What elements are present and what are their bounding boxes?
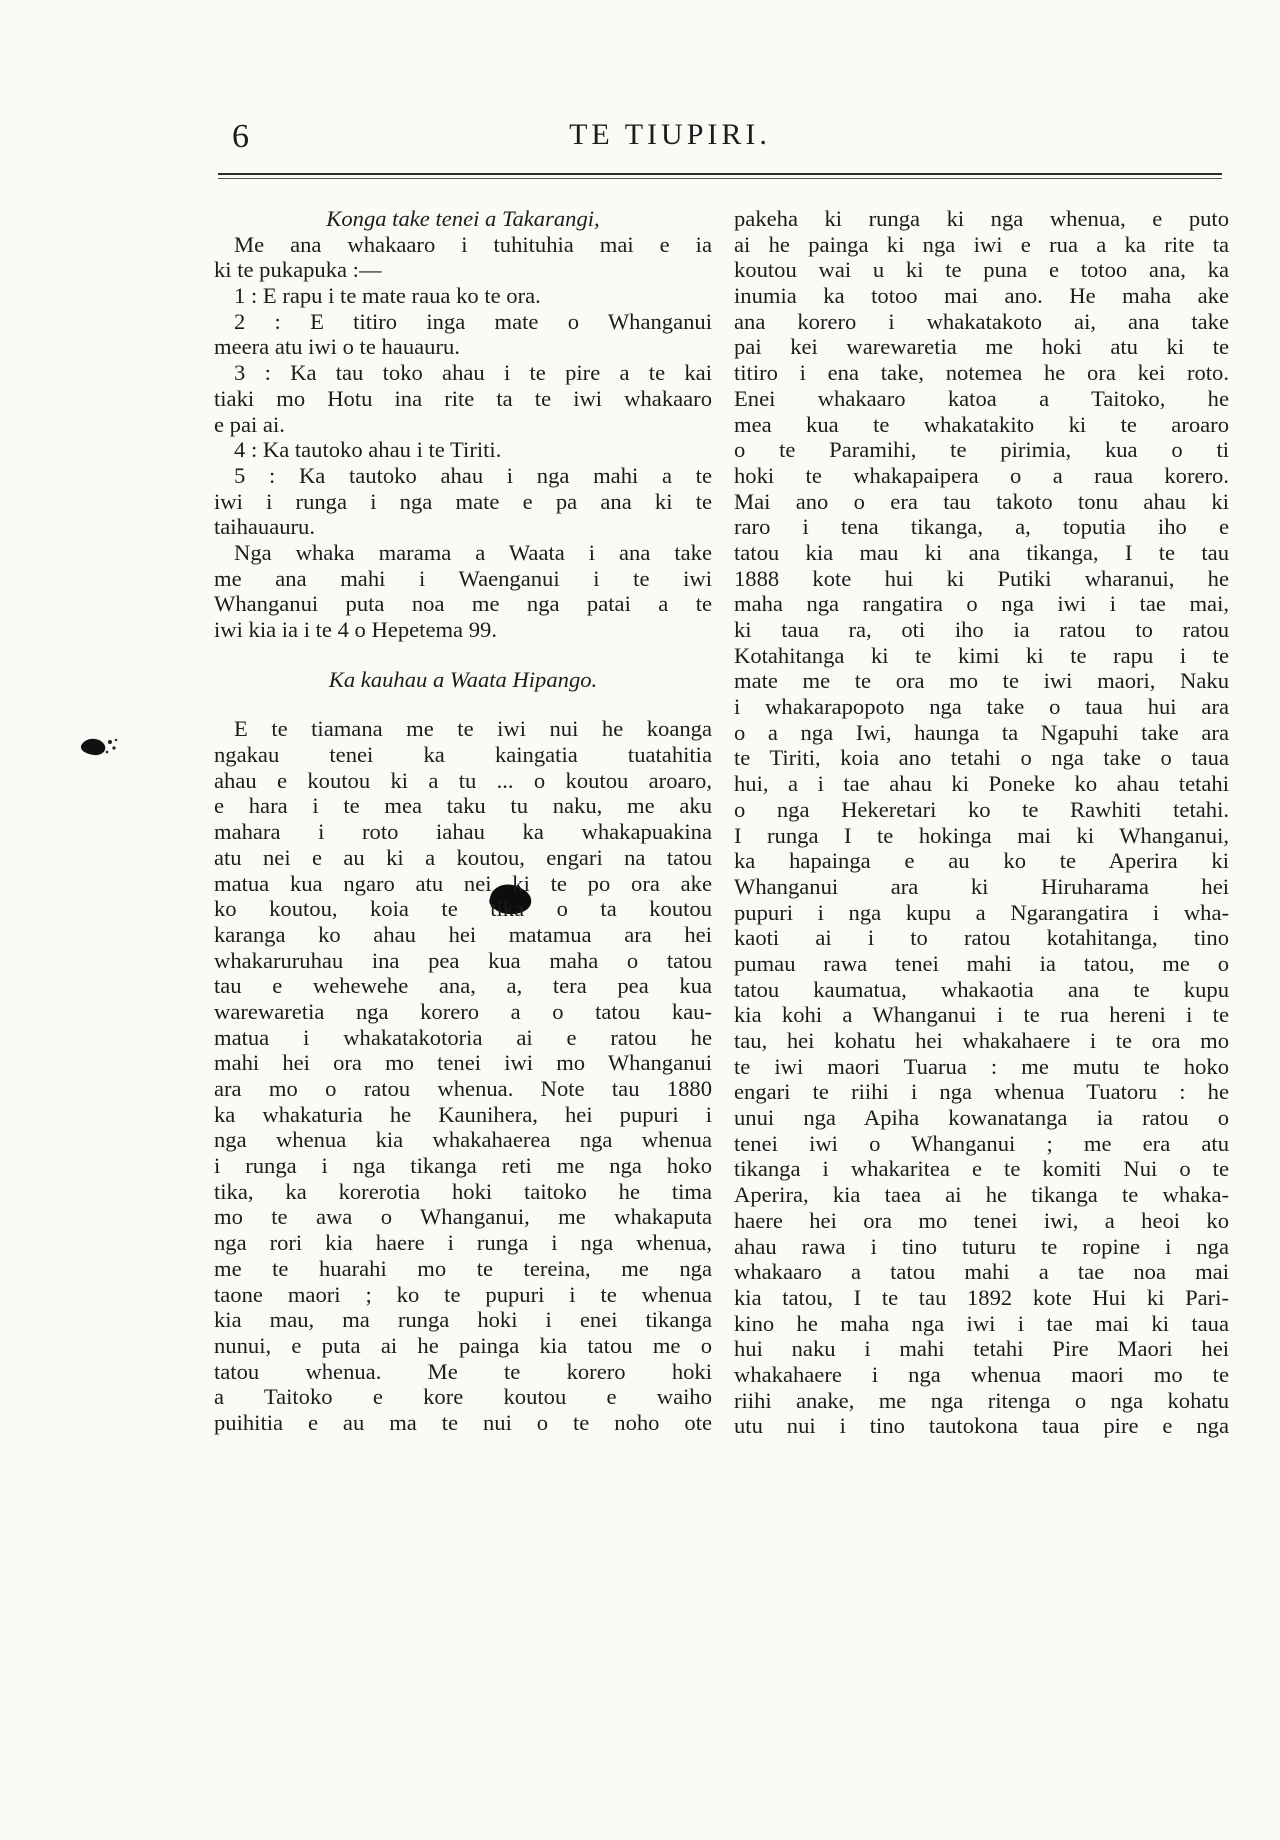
right-column-text-line: ana korero i whakatakoto ai, ana take (734, 308, 1229, 334)
right-column-text-line: mea kua te whakatakito ki te aroaro (734, 411, 1229, 437)
right-column-text-line: koutou wai u ki te puna e totoo ana, ka (734, 257, 1229, 283)
right-column-text-line: kia tatou, I te tau 1892 kote Hui ki Pari- (734, 1284, 1229, 1310)
left-column-text-line: 2 : E titiro inga mate o Whanganui (234, 308, 712, 334)
right-column-text-line: tau, hei kohatu hei whakahaere i te ora mo (734, 1028, 1229, 1053)
right-column-text-line: Whanganui ara ki Hiruharama hei (734, 873, 1229, 899)
left-column-text-line: taone maori ; ko te pupuri i te whenua (214, 1281, 712, 1307)
right-column-text-line: ai he painga ki nga iwi e rua a ka rite ta (734, 231, 1229, 257)
left-column-text-line: ki te pukapuka :— (214, 257, 382, 283)
left-column-text-line: mahara i roto iahau ka whakapuakina (214, 819, 712, 845)
right-column-text-line: titiro i ena take, notemea he ora kei roto. (734, 360, 1229, 386)
right-column-text-line: tenei iwi o Whanganui ; me era atu (734, 1130, 1229, 1156)
right-column-text-line: tatou kia mau ki ana tikanga, I te tau (734, 539, 1229, 565)
right-column-text-line: tikanga i whakaritea e te komiti Nui o te (734, 1156, 1229, 1182)
right-column-text-line: hoki te whakapaipera o a raua korero. (734, 462, 1229, 488)
header-rule (218, 173, 1222, 175)
left-column-text-line: a Taitoko e kore koutou e waiho (214, 1384, 712, 1410)
left-column-text-line: meera atu iwi o te hauauru. (214, 334, 460, 360)
page-title: TE TIUPIRI. (569, 118, 771, 151)
left-column-text-line: matua i whakatakotoria ai e ratou he (214, 1024, 712, 1050)
left-column-text-line: i runga i nga tikanga reti me nga hoko (214, 1153, 712, 1179)
right-column-text-line: pumau rawa tenei mahi ia tatou, me o (734, 950, 1229, 976)
right-column-text-line: Kotahitanga ki te kimi ki te rapu i te (734, 642, 1229, 668)
right-column-text-line: pakeha ki runga ki nga whenua, e puto (734, 206, 1229, 231)
left-column-text-line: nunui, e puta ai he painga kia tatou me o (214, 1332, 712, 1358)
right-column (734, 206, 1229, 1439)
right-column-text-line: pupuri i nga kupu a Ngarangatira i wha- (734, 899, 1229, 925)
left-column-text-line: iwi i runga i nga mate e pa ana ki te (214, 488, 712, 514)
right-column-text-line: o a nga Iwi, haunga ta Ngapuhi take ara (734, 719, 1229, 745)
right-column-text-line: raro i tena tikanga, a, toputia iho e (734, 514, 1229, 540)
left-column-text-line: nga whenua kia whakahaerea nga whenua (214, 1127, 712, 1153)
right-column-text-line: ki taua ra, oti iho ia ratou to ratou (734, 617, 1229, 642)
right-column-text-line: kino he maha nga iwi i tae mai ki taua (734, 1310, 1229, 1336)
left-column-text-line: ahau e koutou ki a tu ... o koutou aroaro, (214, 767, 712, 793)
right-column-text-line: hui naku i mahi tetahi Pire Maori hei (734, 1336, 1229, 1362)
left-column-text-line: kia mau, ma runga hoki i enei tikanga (214, 1307, 712, 1333)
left-column-text-line: e hara i te mea taku tu naku, me aku (214, 793, 712, 819)
left-column-text-line: nga rori kia haere i runga i nga whenua, (214, 1230, 712, 1256)
right-column-text-line: inumia ka totoo mai ano. He maha ake (734, 283, 1229, 309)
right-column-text-line: Aperira, kia taea ai he tikanga te whaka- (734, 1182, 1229, 1208)
section-heading: Konga take tenei a Takarangi, (326, 206, 600, 231)
left-column (214, 206, 712, 1436)
left-column-text-line: atu nei e au ki a koutou, engari na tatou (214, 844, 712, 870)
right-column-text-line: haere hei ora mo tenei iwi, a heoi ko (734, 1207, 1229, 1233)
left-column-text-line: mo te awa o Whanganui, me whakaputa (214, 1204, 712, 1230)
left-column-text-line: Nga whaka marama a Waata i ana take (234, 539, 712, 565)
right-column-text-line: riihi anake, me nga ritenga o nga kohatu (734, 1387, 1229, 1413)
right-column-text-line: kia kohi a Whanganui i te rua hereni i te (734, 1002, 1229, 1028)
header-rule-thin (218, 178, 1222, 179)
right-column-text-line: mate me te ora mo te iwi maori, Naku (734, 668, 1229, 694)
ink-smudge (74, 730, 124, 766)
section-heading: Ka kauhau a Waata Hipango. (328, 666, 598, 692)
left-column-text-line: 1 : E rapu i te mate raua ko te ora. (234, 283, 541, 309)
left-column-text-line: me ana mahi i Waenganui i te iwi (214, 565, 712, 591)
left-column-text-line: ara mo o ratou whenua. Note tau 1880 (214, 1076, 712, 1101)
right-column-text-line: maha nga rangatira o nga iwi i tae mai, (734, 591, 1229, 617)
left-column-text-line: tika, ka korerotia hoki taitoko he tima (214, 1178, 712, 1204)
left-column-text-line: warewaretia nga korero a o tatou kau- (214, 998, 712, 1024)
right-column-text-line: pai kei warewaretia me hoki atu ki te (734, 334, 1229, 360)
left-column-text-line: 4 : Ka tautoko ahau i te Tiriti. (234, 437, 502, 463)
right-column-text-line: hui, a i tae ahau ki Poneke ko ahau tetahi (734, 771, 1229, 797)
right-column-text-line: i whakarapopoto nga take o taua hui ara (734, 694, 1229, 720)
left-column-text-line: taihauauru. (214, 514, 315, 540)
left-column-text-line: 3 : Ka tau toko ahau i te pire a te kai (234, 360, 712, 386)
right-column-text-line: I runga I te hokinga mai ki Whanganui, (734, 822, 1229, 848)
paragraph-spacer (214, 643, 712, 667)
left-column-text-line: e pai ai. (214, 411, 285, 437)
left-column-text-line: ngakau tenei ka kaingatia tuatahitia (214, 742, 712, 768)
left-column-text-line: Me ana whakaaro i tuhituhia mai e ia (234, 231, 712, 257)
left-column-text-line: whakaruruhau ina pea kua maha o tatou (214, 947, 712, 973)
left-column-text-line: E te tiamana me te iwi nui he koanga (234, 716, 712, 742)
left-column-text-line: Whanganui puta noa me nga patai a te (214, 591, 712, 617)
right-column-text-line: ahau rawa i tino tuturu te ropine i nga (734, 1233, 1229, 1259)
right-column-text-line: Enei whakaaro katoa a Taitoko, he (734, 385, 1229, 411)
left-column-text-line: puihitia e au ma te nui o te noho ote (214, 1409, 712, 1435)
right-column-text-line: o nga Hekeretari ko te Rawhiti tetahi. (734, 796, 1229, 822)
left-column-text-line: iwi kia ia i te 4 o Hepetema 99. (214, 617, 497, 642)
left-column-text-line: karanga ko ahau hei matamua ara hei (214, 921, 712, 947)
right-column-text-line: ka hapainga e au ko te Aperira ki (734, 848, 1229, 874)
left-column-text-line: mahi hei ora mo tenei iwi mo Whanganui (214, 1050, 712, 1076)
right-column-text-line: Mai ano o era tau takoto tonu ahau ki (734, 488, 1229, 514)
left-column-text-line: tiaki mo Hotu ina rite ta te iwi whakaaro (214, 385, 712, 411)
left-column-text-line: ko koutou, koia te tika o ta koutou (214, 896, 712, 922)
right-column-text-line: kaoti ai i to ratou kotahitanga, tino (734, 925, 1229, 951)
right-column-text-line: o te Paramihi, te pirimia, kua o ti (734, 437, 1229, 463)
right-column-text-line: 1888 kote hui ki Putiki wharanui, he (734, 565, 1229, 591)
right-column-text-line: engari te riihi i nga whenua Tuatoru : he (734, 1079, 1229, 1105)
left-column-text-line: me te huarahi mo te tereina, me nga (214, 1255, 712, 1281)
right-column-text-line: te iwi maori Tuarua : me mutu te hoko (734, 1053, 1229, 1079)
right-column-text-line: whakaaro a tatou mahi a tae noa mai (734, 1259, 1229, 1285)
left-column-text-line: ka whakaturia he Kaunihera, hei pupuri i (214, 1101, 712, 1127)
left-column-text-line: 5 : Ka tautoko ahau i nga mahi a te (234, 462, 712, 488)
right-column-text-line: whakahaere i nga whenua maori mo te (734, 1361, 1229, 1387)
right-column-text-line: unui nga Apiha kowanatanga ia ratou o (734, 1105, 1229, 1131)
left-column-text-line: tau e wehewehe ana, a, tera pea kua (214, 973, 712, 999)
page-number: 6 (232, 118, 249, 155)
right-column-text-line: utu nui i tino tautokona taua pire e nga (734, 1413, 1229, 1439)
right-column-text-line: tatou kaumatua, whakaotia ana te kupu (734, 976, 1229, 1002)
paragraph-spacer (214, 692, 712, 716)
right-column-text-line: te Tiriti, koia ano tetahi o nga take o taua (734, 745, 1229, 771)
left-column-text-line: matua kua ngaro atu nei ki te po ora ake (214, 870, 712, 896)
left-column-text-line: tatou whenua. Me te korero hoki (214, 1358, 712, 1384)
